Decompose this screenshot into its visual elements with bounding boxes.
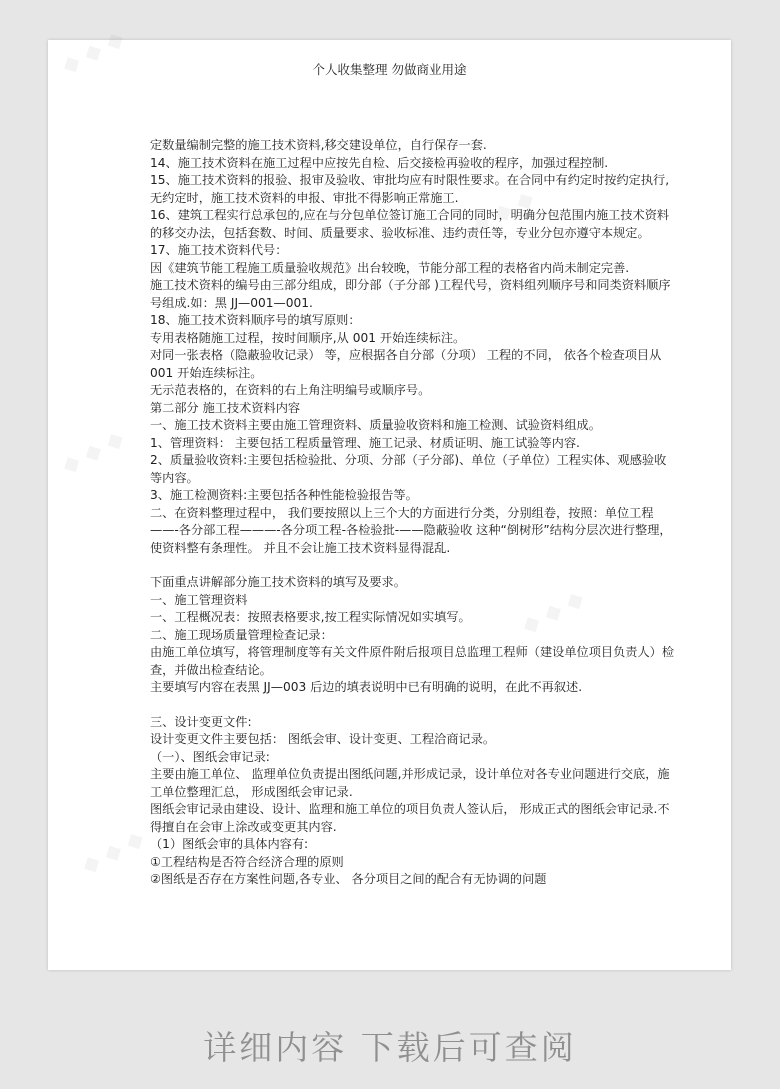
paragraph: 主要由施工单位、 监理单位负责提出图纸问题,并形成记录，设计单位对各专业问题进行交底，施工单位整理汇总， 形成图纸会审记录. [150,767,670,799]
paragraph: 二、在资料整理过程中， 我们要按照以上三个大的方面进行分类，分别组卷，按照：单位工程——-各分部工程———-各分项工程-各检验批-——隐蔽验收 这种“倒树形”结构分层次进行整理， 使资料整有条理性。 并且不会让施工技术资料显得混乱. [150,505,672,555]
paragraph: 主要填写内容在表黑 JJ—003 后边的填表说明中已有明确的说明，在此不再叙述. [150,680,583,694]
paragraph: 一、施工技术资料主要由施工管理资料、质量验收资料和施工检测、试验资料组成。 [150,418,601,432]
paragraph: 施工技术资料的编号由三部分组成，即分部（子分部 )工程代号，资料组列顺序号和同类资料顺序号组成.如：黑 JJ—001—001. [150,278,671,310]
paragraph: 三、设计变更文件: [150,714,252,729]
paragraph: 图纸会审记录由建设、设计、监理和施工单位的项目负责人签认后， 形成正式的图纸会审记录.不得擅自在会审上涂改或变更其内容. [150,802,670,834]
paragraph: 1、管理资料： 主要包括工程质量管理、施工记录、材质证明、施工试验等内容. [150,435,580,450]
paragraph: 16、建筑工程实行总承包的,应在与分包单位签订施工合同的同时，明确分包范围内施工技术资料的移交办法，包括套数、时间、质量要求、验收标准、违约责任等，专业分包亦遵守本规定。 [150,208,670,240]
page-header: 个人收集整理 勿做商业用途 [312,62,467,77]
paragraph: 一、施工管理资料 [150,592,248,607]
paragraph: （一）、图纸会审记录: [150,749,270,764]
paragraph: 因《建筑节能工程施工质量验收规范》出台较晚，节能分部工程的表格省内尚未制定完善. [150,260,630,275]
paragraph: 定数量编制完整的施工技术资料,移交建设单位，自行保存一套. [150,138,487,152]
paragraph: 15、施工技术资料的报验、报审及验收、审批均应有时限性要求。在合同中有约定时按约定执行,无约定时，施工技术资料的申报、审批不得影响正常施工. [150,173,670,205]
document-page [48,40,731,970]
paragraph: 由施工单位填写，将管理制度等有关文件原件附后报项目总监理工程师（建设单位项目负责人）检查，并做出检查结论。 [150,645,675,677]
paragraph: 对同一张表格（隐蔽验收记录） 等，应根据各自分部（分项） 工程的不同， 依各个检查项目从 001 开始连续标注。 [150,348,662,380]
paragraph: 设计变更文件主要包括： 图纸会审、设计变更、工程洽商记录。 [150,732,496,746]
paragraph: 18、施工技术资料顺序号的填写原则： [150,313,361,327]
paragraph: 17、施工技术资料代号： [150,243,288,257]
paragraph: ②图纸是否存在方案性问题,各专业、 各分项目之间的配合有无协调的问题 [150,872,547,886]
paragraph: 下面重点讲解部分施工技术资料的填写及要求。 [150,575,406,589]
paragraph: 无示范表格的，在资料的右上角注明编号或顺序号。 [150,383,431,397]
document-body [150,137,678,889]
paragraph: 一、工程概况表：按照表格要求,按工程实际情况如实填写。 [150,610,471,624]
paragraph: （1）图纸会审的具体内容有: [150,837,309,851]
download-prompt[interactable]: 详细内容 下载后可查阅 [203,1028,577,1067]
paragraph-spacer [150,697,678,714]
paragraph: 2、质量验收资料:主要包括检验批、分项、分部（子分部)、单位（子单位）工程实体、观感验收等内容。 [150,453,667,485]
paragraph: ①工程结构是否符合经济合理的原则 [150,854,344,869]
paragraph: 14、施工技术资料在施工过程中应按先自检、后交接检再验收的程序，加强过程控制. [150,155,609,170]
paragraph: 第二部分 施工技术资料内容 [150,400,301,415]
paragraph: 3、施工检测资料:主要包括各种性能检验报告等。 [150,488,418,502]
paragraph: 专用表格随施工过程，按时间顺序,从 001 开始连续标注。 [150,330,466,345]
paragraph: 二、施工现场质量管理检查记录： [150,627,333,642]
paragraph-spacer [150,557,678,574]
